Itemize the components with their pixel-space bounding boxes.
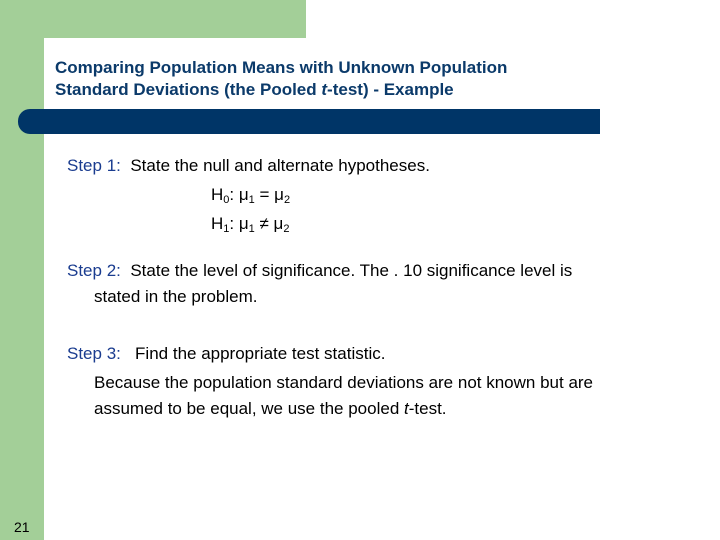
slide-title [55, 57, 655, 101]
step-3-line-2: Because the population standard deviations are not known but are [94, 373, 594, 392]
step-1 [67, 152, 430, 179]
h0-mu: : μ [229, 185, 249, 204]
step-3-line-3-start: assumed to be equal, we use the pooled [94, 399, 404, 418]
step-3-line-3 [94, 395, 447, 422]
step-2-text-line-1: State the level of significance. The . 10 significance level is [130, 261, 573, 280]
step-2-label: Step 2: [67, 261, 121, 280]
h0-sub: 0 [223, 194, 230, 206]
h1-sub: 1 [223, 223, 230, 235]
title-line-1: Comparing Population Means with Unknown Population [55, 58, 508, 77]
title-line-2-end: -test) - Example [327, 80, 454, 99]
title-underline-bar [18, 109, 600, 134]
h0-mu-sub-2: 2 [283, 194, 291, 206]
h1-mu: : μ [229, 214, 249, 233]
step-3-label: Step 3: [67, 344, 121, 363]
step-2-line-2: stated in the problem. [94, 287, 258, 306]
top-green-band [0, 0, 306, 38]
alternate-hypothesis [211, 210, 289, 237]
left-green-band [0, 0, 44, 540]
h0-eq: = μ [254, 185, 284, 204]
step-1-text: State the null and alternate hypotheses. [130, 156, 430, 175]
title-line-2 [55, 79, 655, 101]
step-3-text: Find the appropriate test statistic. [135, 344, 386, 363]
h1-mu-sub-1: 1 [248, 223, 255, 235]
title-t-italic: t [321, 80, 328, 99]
title-line-2-start: Standard Deviations (the Pooled [55, 80, 322, 99]
null-hypothesis [211, 181, 290, 208]
step-2 [67, 257, 572, 284]
page-number: 21 [14, 519, 30, 535]
h0-h: H [211, 185, 224, 204]
h1-h: H [211, 214, 224, 233]
h1-mu-sub-2: 2 [283, 223, 290, 235]
step-3-line-3-end: -test. [408, 399, 447, 418]
step-3-t-italic: t [404, 399, 409, 418]
step-3 [67, 340, 385, 367]
h1-neq: ≠ μ [254, 214, 284, 233]
step-1-label: Step 1: [67, 156, 121, 175]
h0-mu-sub-1: 1 [248, 194, 255, 206]
